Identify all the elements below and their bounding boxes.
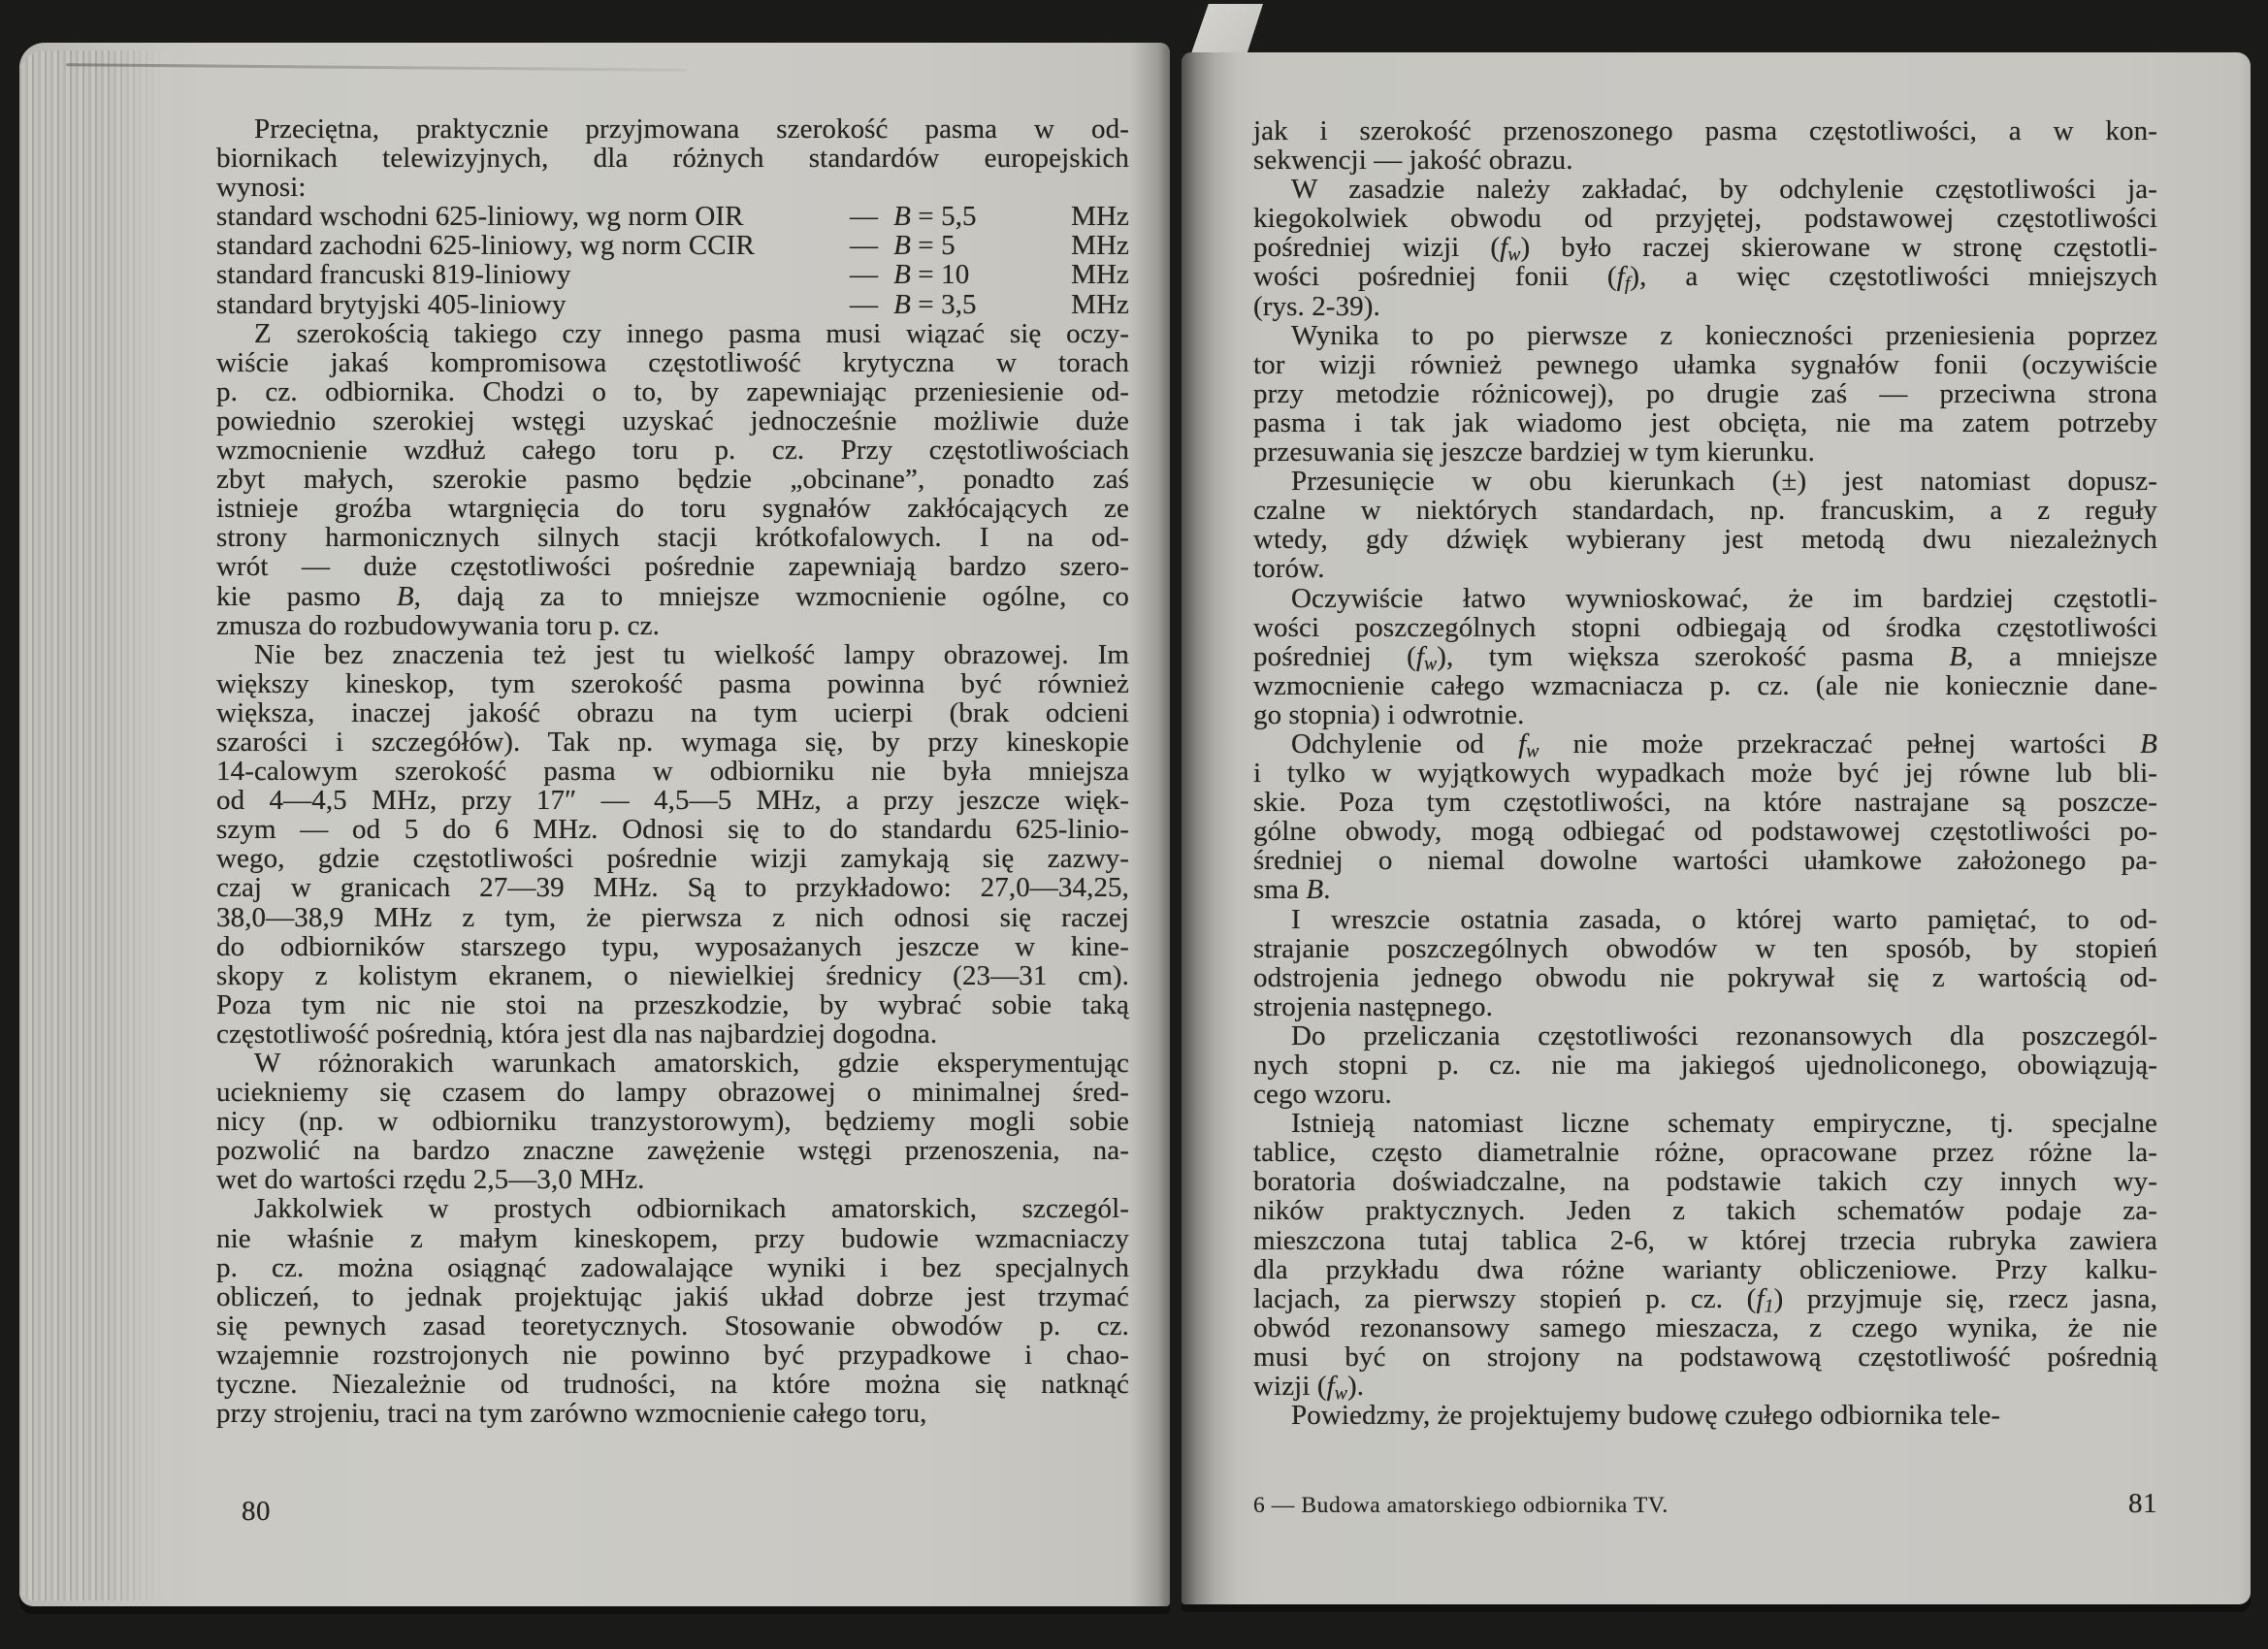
standards-row (216, 260, 1129, 289)
text-line: większy kineskop, tym szerokość pasma powinna być również (216, 667, 1129, 699)
standards-row (216, 231, 1129, 260)
standard-name: standard brytyjski 405-liniowy (216, 288, 567, 320)
text-line: Oczywiście łatwo wywnioskować, że im bardziej częstotli- (1291, 582, 2157, 614)
text-line: wzmocnienie całego wzmacniacza p. cz. (ale nie koniecznie dane- (1253, 669, 2157, 701)
text-line: obwód rezonansowy samego mieszacza, z czego wynika, że nie (1253, 1311, 2157, 1343)
text-line: szym — od 5 do 6 MHz. Odnosi się to do standardu 625-linio- (216, 814, 1129, 846)
text-line: wynosi: (216, 172, 307, 204)
dash: — (850, 288, 879, 320)
left-page (19, 43, 1170, 1606)
text-line: tor wizji również pewnego ułamka sygnałów fonii (oczywiście (1253, 348, 2157, 380)
text-line: wego, gdzie częstotliwości pośrednie wizji zamykają się zazwy- (216, 843, 1129, 875)
text-line: wości pośredniej fonii $(f_f)$, a więc częstotliwości mniejszych (1253, 261, 2157, 295)
text-line: Odchylenie od $f_w$ nie może przekraczać pełnej wartości B (1291, 728, 2157, 762)
text-line: torów. (1253, 553, 1325, 585)
standard-name: standard zachodni 625-liniowy, wg norm CCIR (216, 230, 755, 262)
text-line: częstotliwość pośrednią, która jest dla nas najbardziej dogodna. (216, 1018, 938, 1050)
text-line: wizji $(f_w)$. (1253, 1371, 1365, 1405)
bandwidth-formula: B = 5 (893, 230, 956, 262)
text-line: strajanie poszczególnych obwodów w ten sposób, by stopień (1253, 932, 2157, 964)
text-line: Jakkolwiek w prostych odbiornikach amatorskich, szczegól- (254, 1193, 1129, 1225)
text-line: gólne obwody, mogą odbiegać od podstawowej częstotliwości po- (1253, 816, 2157, 848)
text-line: zmusza do rozbudowywania toru p. cz. (216, 609, 660, 641)
text-line: nie właśnie z małym kineskopem, przy budowie wzmacniaczy (216, 1222, 1129, 1254)
text-line: Wynika to po pierwsze z konieczności przeniesienia poprzez (1291, 319, 2157, 351)
dash: — (850, 230, 879, 262)
footer-row (1253, 1488, 2157, 1520)
text-line: musi być on strojony na podstawową częstotliwość pośrednią (1253, 1341, 2157, 1373)
text-line: p. cz. odbiornika. Chodzi o to, by zapewniając przeniesienie od- (216, 375, 1129, 407)
text-line: przy strojeniu, traci na tym zarówno wzmocnienie całego toru, (216, 1398, 927, 1430)
text-line: wrót — duże częstotliwości pośrednie zapewniają bardzo szero- (216, 551, 1129, 583)
text-line: 38,0—38,9 MHz z tym, że pierwsza z nich odnosi się raczej (216, 901, 1129, 933)
text-line: pośredniej wizji $(f_w)$ było raczej skierowane w stronę częstotli- (1253, 232, 2157, 266)
text-line: jak i szerokość przenoszonego pasma częstotliwości, a w kon- (1253, 115, 2157, 146)
paragraph (1253, 905, 2157, 1021)
paragraph (1253, 729, 2157, 905)
text-line: tablice, często diametralnie różne, opracowane przez różne la- (1253, 1137, 2157, 1169)
standards-row (216, 290, 1129, 319)
bandwidth-unit: MHz (1071, 230, 1129, 262)
text-line: odstrojenia jednego obwodu nie pokrywał się z wartością od- (1253, 961, 2157, 993)
gutter-shadow (1182, 52, 1238, 1604)
bandwidth-formula: B = 5,5 (893, 201, 977, 233)
paragraph (1253, 1108, 2157, 1405)
text-line: nicy (np. w odbiorniku tranzystorowym), będziemy mogli sobie (216, 1106, 1129, 1138)
text-line: nych stopni p. cz. nie ma jakiegoś ujednoliconego, obowiązują- (1253, 1050, 2157, 1081)
text-line: powiednio szerokiej wstęgi uzyskać jednocześnie możliwie duże (216, 404, 1129, 436)
standards-list (216, 202, 1129, 318)
text-line: 14-calowym szerokość pasma w odbiorniku nie była mniejsza (216, 756, 1129, 788)
text-line: wzmocnienie wzdłuż całego toru p. cz. Przy częstotliwościach (216, 435, 1129, 467)
text-line: sekwencji — jakość obrazu. (1253, 145, 1573, 177)
text-line: średniej o niemal dowolne wartości ułamkowe założonego pa- (1253, 845, 2157, 877)
text-line: pasma i tak jak wiadomo jest obcięta, nie ma zatem potrzeby (1253, 406, 2157, 438)
text-line: kie pasmo B, dają za to mniejsze wzmocnienie ogólne, co (216, 580, 1129, 612)
right-page-number: 81 (2128, 1488, 2157, 1519)
text-line: W zasadzie należy zakładać, by odchylenie częstotliwości ja- (1291, 174, 2157, 206)
text-line: szarości i szczegółów). Tak np. wymaga się, by przy kineskopie (216, 726, 1129, 758)
text-line: ników praktycznych. Jeden z takich schematów podaje za- (1253, 1195, 2157, 1227)
text-line: Istnieją natomiast liczne schematy empiryczne, tj. specjalne (1291, 1108, 2157, 1140)
text-line: Poza tym nic nie stoi na przeszkodzie, by wybrać sobie taką (216, 988, 1129, 1020)
paragraph (1253, 321, 2157, 467)
text-line: p. cz. można osiągnąć zadowalające wyniki i bez specjalnych (216, 1251, 1129, 1283)
standard-name: standard wschodni 625-liniowy, wg norm OIR (216, 201, 744, 233)
dash: — (850, 201, 879, 233)
text-line: biornikach telewizyjnych, dla różnych standardów europejskich (216, 143, 1129, 175)
bandwidth-formula: B = 3,5 (893, 288, 977, 320)
text-line: wości poszczególnych stopni odbiegają od środka częstotliwości (1253, 611, 2157, 643)
paragraph (216, 319, 1129, 640)
text-line: istnieje groźba wtargnięcia do toru sygnałów zakłócających ze (216, 493, 1129, 525)
text-line: lacjach, za pierwszy stopień p. cz. $(f_1)$ przyjmuje się, rzecz jasna, (1253, 1282, 2157, 1317)
standard-value (850, 231, 1129, 260)
text-line: wtedy, gdy dźwięk wybierany jest metodą dwu niezależnych (1253, 524, 2157, 556)
text-line: od 4—4,5 MHz, przy 17″ — 4,5—5 MHz, a przy jeszcze więk- (216, 785, 1129, 817)
text-line: (rys. 2-39). (1253, 290, 1380, 322)
text-line: Nie bez znaczenia też jest tu wielkość lampy obrazowej. Im (254, 638, 1129, 670)
paragraph (1253, 584, 2157, 729)
right-page-text (1253, 116, 2157, 1430)
text-line: uciekniemy się czasem do lampy obrazowej o minimalnej śred- (216, 1077, 1129, 1109)
bandwidth-unit: MHz (1071, 288, 1129, 320)
paragraph (216, 1194, 1129, 1428)
dash: — (850, 259, 879, 291)
text-line: większa, inaczej jakość obrazu na tym ucierpi (brak odcieni (216, 696, 1129, 728)
standard-value (850, 202, 1129, 231)
standard-name: standard francuski 819-liniowy (216, 259, 571, 291)
text-line: skopy z kolistym ekranem, o niewielkiej średnicy (23—31 cm). (216, 959, 1129, 991)
footer-note: 6 — Budowa amatorskiego odbiornika TV. (1253, 1493, 1669, 1518)
text-line: wzajemnie rozstrojonych nie powinno być przypadkowe i chao- (216, 1339, 1129, 1371)
text-line: tyczne. Niezależnie od trudności, na które można się natknąć (216, 1369, 1129, 1401)
text-line: czaj w granicach 27—39 MHz. Są to przykładowo: 27,0—34,25, (216, 872, 1129, 904)
text-line: sma B. (1253, 874, 1331, 906)
text-line: pozwolić na bardzo znaczne zawężenie wstęgi przenoszenia, na- (216, 1135, 1129, 1167)
text-line: mieszczona tutaj tablica 2-6, w której trzecia rubryka zawiera (1253, 1224, 2157, 1256)
text-line: I wreszcie ostatnia zasada, o której warto pamiętać, to od- (1291, 903, 2157, 935)
left-page-number: 80 (242, 1496, 271, 1527)
right-page (1182, 52, 2251, 1604)
text-line: kiegokolwiek obwodu od przyjętej, podstawowej częstotliwości (1253, 203, 2157, 235)
left-page-text (216, 114, 1129, 1428)
text-line: zbyt małych, szerokie pasmo będzie „obcinane”, ponadto zaś (216, 464, 1129, 496)
bandwidth-unit: MHz (1071, 259, 1129, 291)
text-line: obliczeń, to jednak projektując jakiś układ dobrze jest trzymać (216, 1280, 1129, 1312)
paragraph (216, 1049, 1129, 1194)
text-line: W różnorakich warunkach amatorskich, gdzie eksperymentując (254, 1048, 1129, 1079)
paragraph (1253, 116, 2157, 175)
text-line: Przesunięcie w obu kierunkach (±) jest natomiast dopusz- (1291, 466, 2157, 498)
text-line: skie. Poza tym częstotliwości, na które nastrajane są poszcze- (1253, 787, 2157, 819)
page-edge-stack (19, 50, 173, 1600)
text-line: i tylko w wyjątkowych wypadkach może być jej równe lub bli- (1253, 758, 2157, 790)
text-line: cego wzoru. (1253, 1079, 1392, 1111)
text-line: Do przeliczania częstotliwości rezonansowych dla poszczegól- (1291, 1019, 2157, 1051)
text-line: go stopnia) i odwrotnie. (1253, 698, 1525, 730)
text-line: boratoria doświadczalne, na podstawie takich czy innych wy- (1253, 1166, 2157, 1198)
bandwidth-formula: B = 10 (893, 259, 970, 291)
bandwidth-unit: MHz (1071, 201, 1129, 233)
text-line: przy metodzie różnicowej), po drugie zaś — przeciwna strona (1253, 377, 2157, 409)
text-line: strojenia następnego. (1253, 990, 1493, 1022)
text-line: wiście jakaś kompromisowa częstotliwość krytyczna w torach (216, 346, 1129, 378)
standard-value (850, 290, 1129, 319)
text-line: strony harmonicznych silnych stacji krótkofalowych. I na od- (216, 522, 1129, 554)
text-line: przesuwania się jeszcze bardziej w tym kierunku. (1253, 436, 1815, 469)
text-line: Z szerokością takiego czy innego pasma musi wiązać się oczy- (254, 317, 1129, 349)
standards-row (216, 202, 1129, 231)
paragraph (1253, 1021, 2157, 1109)
paragraph (1253, 175, 2157, 320)
text-line: Przeciętna, praktycznie przyjmowana szerokość pasma w od- (254, 113, 1129, 145)
paragraph (1253, 467, 2157, 583)
text-line: czalne w niektórych standardach, np. francuskim, a z reguły (1253, 495, 2157, 527)
text-line: wet do wartości rzędu 2,5—3,0 MHz. (216, 1164, 645, 1196)
text-line: dla przykładu dwa różne warianty obliczeniowe. Przy kalku- (1253, 1253, 2157, 1285)
text-line: pośredniej $(f_w)$, tym większa szerokość pasma B, a mniejsze (1253, 640, 2157, 675)
paragraph (1253, 1401, 2157, 1430)
standard-value (850, 260, 1129, 289)
text-line: się pewnych zasad teoretycznych. Stosowanie obwodów p. cz. (216, 1310, 1129, 1342)
text-line: Powiedzmy, że projektujemy budowę czułego odbiornika tele- (1291, 1400, 2001, 1432)
paragraph (216, 114, 1129, 202)
paragraph (216, 640, 1129, 1049)
text-line: do odbiorników starszego typu, wyposażanych jeszcze w kine- (216, 930, 1129, 962)
